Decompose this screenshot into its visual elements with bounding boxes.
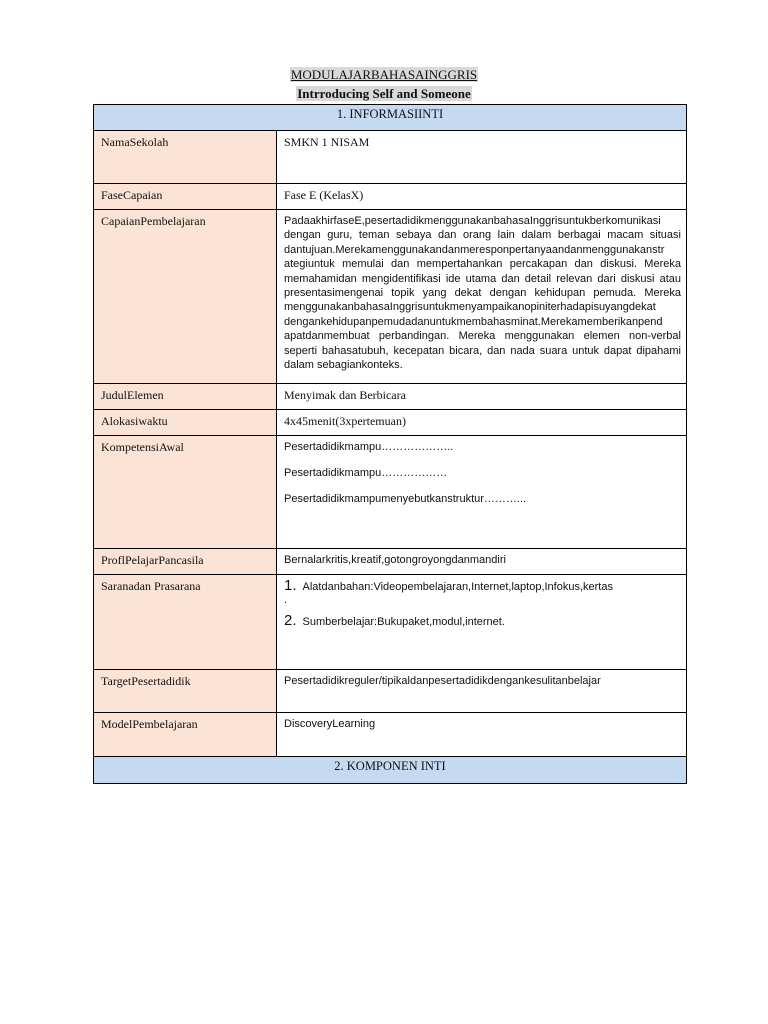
kompetensi-item: Pesertadidikmampumenyebutkanstruktur………... xyxy=(284,493,527,505)
document-subtitle xyxy=(0,87,768,101)
row-value-fase-capaian: Fase E (KelasX) xyxy=(277,184,687,210)
list-item-number: 1. xyxy=(284,577,297,594)
row-label-capaian-pembelajaran: CapaianPembelajaran xyxy=(94,210,277,384)
module-info-table xyxy=(93,104,687,784)
row-value-model-pembelajaran: DiscoveryLearning xyxy=(277,713,687,757)
table-row xyxy=(94,384,687,410)
table-row xyxy=(94,549,687,575)
table-row xyxy=(94,210,687,384)
row-value-target-peserta-didik: Pesertadidikreguler/tipikaldanpesertadidikdengankesulitanbelajar xyxy=(277,670,687,713)
row-value-nama-sekolah: SMKN 1 NISAM xyxy=(277,131,687,184)
row-value-alokasi-waktu: 4x45menit(3xpertemuan) xyxy=(277,410,687,436)
section-informasi-inti: 1. INFORMASIINTI xyxy=(94,105,687,131)
row-value-sarana-prasarana xyxy=(277,575,687,670)
table-row xyxy=(94,184,687,210)
row-label-judul-elemen: JudulElemen xyxy=(94,384,277,410)
row-label-kompetensi-awal: KompetensiAwal xyxy=(94,436,277,549)
list-item-number: 2. xyxy=(284,612,297,629)
list-item xyxy=(284,614,680,629)
table-row xyxy=(94,436,687,549)
list-item-text: Sumberbelajar:Bukupaket,modul,internet. xyxy=(302,616,505,628)
table-row xyxy=(94,410,687,436)
section-komponen-inti: 2. KOMPONEN INTI xyxy=(94,757,687,784)
row-label-alokasi-waktu: Alokasiwaktu xyxy=(94,410,277,436)
row-label-sarana-prasarana: Saranadan Prasarana xyxy=(94,575,277,670)
section-header-row xyxy=(94,105,687,131)
row-label-nama-sekolah: NamaSekolah xyxy=(94,131,277,184)
row-value-capaian-pembelajaran: PadaakhirfaseE,pesertadidikmenggunakanbahasaInggrisuntukberkomunikasi dengan guru, teman sebaya dan orang lain dalam berbagai macam situasi dantujuan.Merekamenggunakandanmeresponpertanyaandanmenggunakanstr ategiuntuk memulai dan mempertahankan percakapan dan diskusi. Mereka memahamidan mengidentifikasi ide utama dan detail relevan dari diskusi atau presentasimengenai topik yang dekat dengan kehidupan pemuda. Mereka menggunakanbahasaInggrisuntukmenyampaikanopiniterhadapisuyangdekat dengankehidupanpemudadanuntukmembahasminat.Merekamemberikanpend apatdanmembuat perbandingan. Mereka menggunakan elemen non-verbal seperti bahasatubuh, kecepatan bicara, dan nada suara untuk dapat dipahami dalam sebagiankonteks. xyxy=(277,210,687,384)
table-row xyxy=(94,575,687,670)
row-value-kompetensi-awal xyxy=(277,436,687,549)
kompetensi-item: Pesertadidikmampu……………… xyxy=(284,467,448,479)
row-label-fase-capaian: FaseCapaian xyxy=(94,184,277,210)
section-header-row xyxy=(94,757,687,784)
list-item xyxy=(284,579,680,594)
row-value-judul-elemen: Menyimak dan Berbicara xyxy=(277,384,687,410)
document-title-text: MODULAJARBAHASAINGGRIS xyxy=(290,67,478,82)
document-title xyxy=(0,68,768,82)
row-label-model-pembelajaran: ModelPembelajaran xyxy=(94,713,277,757)
table-row xyxy=(94,670,687,713)
row-label-profil-pelajar: ProflPelajarPancasila xyxy=(94,549,277,575)
row-value-profil-pelajar: Bernalarkritis,kreatif,gotongroyongdanmandiri xyxy=(277,549,687,575)
kompetensi-item: Pesertadidikmampu……………….. xyxy=(284,441,454,453)
table-row xyxy=(94,131,687,184)
list-item-trailing-text: . xyxy=(284,594,288,606)
document-subtitle-text: Intrroducing Self and Someone xyxy=(297,86,471,101)
list-item-text: Alatdanbahan:Videopembelajaran,Internet,laptop,Infokus,kertas xyxy=(302,581,613,593)
table-row xyxy=(94,713,687,757)
row-label-target-peserta-didik: TargetPesertadidik xyxy=(94,670,277,713)
